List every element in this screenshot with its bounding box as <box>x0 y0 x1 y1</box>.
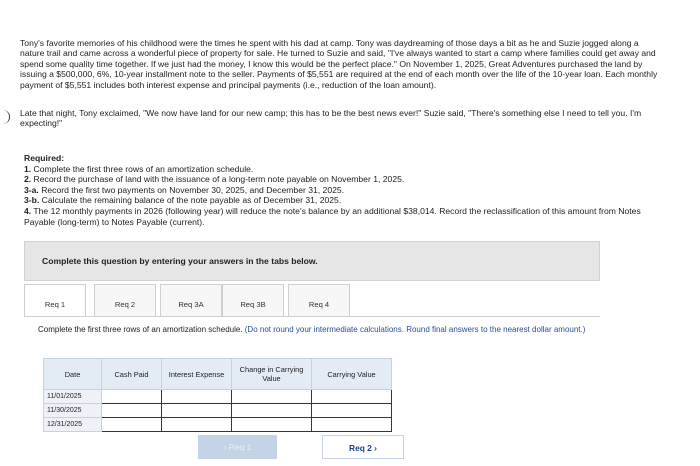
table-row <box>44 404 392 418</box>
header-carrying-value: Carrying Value <box>312 359 392 390</box>
required-item-2 <box>24 174 664 185</box>
required-item-number: 1. <box>24 163 32 174</box>
question-text <box>38 325 598 335</box>
required-item-1 <box>24 164 664 175</box>
problem-paragraph-2: Late that night, Tony exclaimed, "We now have land for our new camp; this has to be the best news ever!" Suzie said, "There's something else I need to tell you. I'm expecting!" <box>20 108 642 129</box>
interest-expense-input[interactable] <box>162 418 232 432</box>
tab-req-3a[interactable]: Req 3A <box>160 284 222 316</box>
tab-req-1[interactable]: Req 1 <box>24 284 86 316</box>
required-item-3a <box>24 185 664 196</box>
table-row <box>44 418 392 432</box>
required-item-3b <box>24 195 664 206</box>
cash-paid-input[interactable] <box>102 404 162 418</box>
required-item-text: Record the first two payments on November 30, 2025, and December 31, 2025. <box>38 184 345 195</box>
change-carrying-value-input[interactable] <box>232 390 312 404</box>
required-item-text: The 12 monthly payments in 2026 (following year) will reduce the note's balance by an additional $38,014. Record the reclassification of this amount from Notes Payable (long-term) to Notes Payable (current). <box>24 205 641 227</box>
required-item-text: Record the purchase of land with the issuance of a long-term note payable on November 1, 2025. <box>31 174 405 185</box>
header-date: Date <box>44 359 102 390</box>
required-section <box>24 153 664 227</box>
header-change-carrying-value: Change in Carrying Value <box>232 359 312 390</box>
amortization-table <box>43 358 392 432</box>
prev-req-button[interactable]: ‹ Req 1 <box>198 435 277 459</box>
carrying-value-input[interactable] <box>312 418 392 432</box>
change-carrying-value-input[interactable] <box>232 404 312 418</box>
carrying-value-input[interactable] <box>312 390 392 404</box>
rounding-note: (Do not round your intermediate calculations. Round final answers to the nearest dollar amount.) <box>242 325 586 334</box>
cash-paid-input[interactable] <box>102 390 162 404</box>
tab-req-2[interactable]: Req 2 <box>94 284 156 316</box>
interest-expense-input[interactable] <box>162 390 232 404</box>
required-item-text: Complete the first three rows of an amortization schedule. <box>31 163 254 174</box>
tab-req-4[interactable]: Req 4 <box>288 284 350 316</box>
tabs-instruction: Complete this question by entering your answers in the tabs below. <box>42 256 318 266</box>
row-date: 11/01/2025 <box>44 390 102 404</box>
margin-bracket-mark <box>2 110 10 124</box>
table-header-row <box>44 359 392 390</box>
required-heading: Required: <box>24 153 65 163</box>
table-row <box>44 390 392 404</box>
header-interest-expense: Interest Expense <box>162 359 232 390</box>
required-item-text: Calculate the remaining balance of the note payable as of December 31, 2025. <box>39 195 342 206</box>
tabs-instruction-panel <box>24 241 600 281</box>
required-item-number: 3-b. <box>24 195 40 206</box>
row-date: 12/31/2025 <box>44 418 102 432</box>
required-item-number: 3-a. <box>24 184 39 195</box>
next-req-button[interactable]: Req 2 › <box>322 435 404 459</box>
question-instruction: Complete the first three rows of an amortization schedule. <box>38 325 243 334</box>
required-item-4 <box>24 206 664 227</box>
tab-req-3b[interactable]: Req 3B <box>222 284 284 316</box>
required-item-number: 4. <box>24 205 32 216</box>
change-carrying-value-input[interactable] <box>232 418 312 432</box>
interest-expense-input[interactable] <box>162 404 232 418</box>
row-date: 11/30/2025 <box>44 404 102 418</box>
required-item-number: 2. <box>24 174 32 185</box>
header-cash-paid: Cash Paid <box>102 359 162 390</box>
problem-paragraph-1: Tony's favorite memories of his childhood were the times he spent with his dad at camp. Tony was daydreaming of those days a bit as he and Suzie jogged along a nature trail and came across a wonderful piece of property for sale. He turned to Suzie and said, "I've always wanted to start a camp where families could get away and spend some quality time together. If we just had the money, I know this would be the perfect place." On November 1, 2025, Great Adventures purchased the land by issuing a $500,000, 6%, 10-year installment note to the seller. Payments of $5,551 are required at the end of each month over the life of the 10-year loan. Each monthly payment of $5,551 includes both interest expense and principal payments (i.e., reduction of the loan amount). <box>20 38 658 90</box>
cash-paid-input[interactable] <box>102 418 162 432</box>
carrying-value-input[interactable] <box>312 404 392 418</box>
